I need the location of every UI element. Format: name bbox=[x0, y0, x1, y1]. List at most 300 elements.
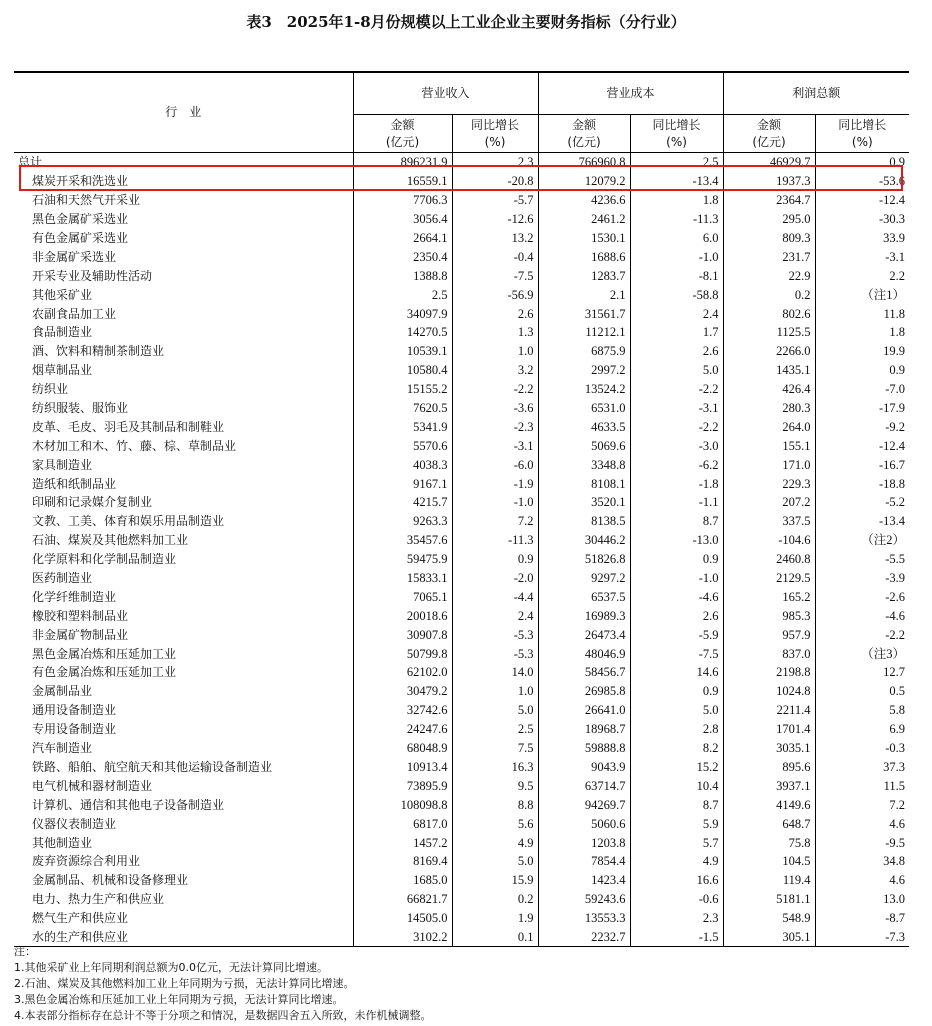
table-row bbox=[14, 569, 909, 588]
cost-growth: -3.1 bbox=[630, 399, 723, 418]
profit-growth: -53.6 bbox=[815, 172, 909, 191]
cost-amount: 13524.2 bbox=[538, 380, 630, 399]
table-row bbox=[14, 531, 909, 550]
industry-name: 家具制造业 bbox=[32, 457, 93, 472]
note-item: 4.本表部分指标存在总计不等于分项之和情况，是数据四舍五入所致，未作机械调整。 bbox=[14, 1009, 432, 1022]
profit-growth: -3.1 bbox=[815, 247, 909, 266]
cost-growth: -1.8 bbox=[630, 474, 723, 493]
revenue-growth: 9.5 bbox=[452, 776, 538, 795]
profit-growth: （注3） bbox=[815, 644, 909, 663]
cost-amount: 5069.6 bbox=[538, 436, 630, 455]
cost-amount: 1530.1 bbox=[538, 229, 630, 248]
revenue-amount: 1457.2 bbox=[353, 833, 452, 852]
industry-name: 黑色金属矿采选业 bbox=[32, 212, 129, 227]
cost-amount: 7854.4 bbox=[538, 852, 630, 871]
note-item: 3.黑色金属冶炼和压延加工业上年同期为亏损，无法计算同比增速。 bbox=[14, 993, 344, 1006]
page-title: 表3 2025年1-8月份规模以上工业企业主要财务指标（分行业） bbox=[246, 13, 686, 31]
profit-growth: -0.3 bbox=[815, 739, 909, 758]
cost-growth: -5.9 bbox=[630, 625, 723, 644]
table-row bbox=[14, 172, 909, 191]
table-row bbox=[14, 361, 909, 380]
cost-amount: 2.1 bbox=[538, 285, 630, 304]
revenue-amount: 68048.9 bbox=[353, 739, 452, 758]
revenue-amount: 10539.1 bbox=[353, 342, 452, 361]
profit-growth: -12.4 bbox=[815, 191, 909, 210]
industry-name: 纺织业 bbox=[32, 382, 69, 397]
profit-amount: 231.7 bbox=[723, 247, 815, 266]
cost-amount: 6537.5 bbox=[538, 587, 630, 606]
revenue-growth: 2.5 bbox=[452, 720, 538, 739]
financial-indicators-table bbox=[14, 71, 909, 947]
note-item: 2.石油、煤炭及其他燃料加工业上年同期为亏损，无法计算同比增速。 bbox=[14, 977, 355, 990]
table-row bbox=[14, 795, 909, 814]
cost-amount: 94269.7 bbox=[538, 795, 630, 814]
cost-amount: 59888.8 bbox=[538, 739, 630, 758]
revenue-amount: 62102.0 bbox=[353, 663, 452, 682]
revenue-amount: 5570.6 bbox=[353, 436, 452, 455]
industry-name: 其他采矿业 bbox=[32, 287, 93, 302]
cost-growth: -1.0 bbox=[630, 569, 723, 588]
revenue-amount: 2350.4 bbox=[353, 247, 452, 266]
table-row bbox=[14, 417, 909, 436]
industry-name: 印刷和记录媒介复制业 bbox=[32, 495, 153, 510]
profit-growth: -3.9 bbox=[815, 569, 909, 588]
profit-amount: 802.6 bbox=[723, 304, 815, 323]
revenue-amount: 16559.1 bbox=[353, 172, 452, 191]
cost-amount: 11212.1 bbox=[538, 323, 630, 342]
table-row bbox=[14, 814, 909, 833]
revenue-growth: -2.0 bbox=[452, 569, 538, 588]
cost-growth: -3.0 bbox=[630, 436, 723, 455]
profit-growth: 13.0 bbox=[815, 890, 909, 909]
industry-name: 化学原料和化学制品制造业 bbox=[32, 552, 177, 567]
revenue-growth: -12.6 bbox=[452, 210, 538, 229]
revenue-growth: -5.7 bbox=[452, 191, 538, 210]
profit-growth: 4.6 bbox=[815, 871, 909, 890]
profit-growth: 1.8 bbox=[815, 323, 909, 342]
revenue-amount: 108098.8 bbox=[353, 795, 452, 814]
revenue-growth: -3.6 bbox=[452, 399, 538, 418]
note-item: 1.其他采矿业上年同期利润总额为0.0亿元，无法计算同比增速。 bbox=[14, 961, 328, 974]
cost-growth: 0.9 bbox=[630, 682, 723, 701]
cost-growth: 2.6 bbox=[630, 606, 723, 625]
revenue-amount: 9167.1 bbox=[353, 474, 452, 493]
table-row bbox=[14, 852, 909, 871]
profit-amount: 1024.8 bbox=[723, 682, 815, 701]
revenue-growth: -11.3 bbox=[452, 531, 538, 550]
table-row bbox=[14, 701, 909, 720]
cost-amount: 9297.2 bbox=[538, 569, 630, 588]
cost-growth: -1.5 bbox=[630, 928, 723, 947]
revenue-amount: 6817.0 bbox=[353, 814, 452, 833]
revenue-growth: 16.3 bbox=[452, 758, 538, 777]
cost-growth: -4.6 bbox=[630, 587, 723, 606]
table-row bbox=[14, 285, 909, 304]
profit-amount: 155.1 bbox=[723, 436, 815, 455]
profit-growth: 0.9 bbox=[815, 361, 909, 380]
table-row bbox=[14, 474, 909, 493]
cost-amount: 16989.3 bbox=[538, 606, 630, 625]
cost-amount: 8138.5 bbox=[538, 512, 630, 531]
footnotes bbox=[14, 944, 914, 1024]
profit-growth: 34.8 bbox=[815, 852, 909, 871]
revenue-growth: 14.0 bbox=[452, 663, 538, 682]
cost-growth: -2.2 bbox=[630, 417, 723, 436]
profit-growth: 0.9 bbox=[815, 153, 909, 172]
revenue-growth: 2.3 bbox=[452, 153, 538, 172]
revenue-amount: 50799.8 bbox=[353, 644, 452, 663]
profit-amount: 264.0 bbox=[723, 417, 815, 436]
cost-amount: 26473.4 bbox=[538, 625, 630, 644]
cost-amount: 59243.6 bbox=[538, 890, 630, 909]
cost-growth: 6.0 bbox=[630, 229, 723, 248]
revenue-growth: -3.1 bbox=[452, 436, 538, 455]
table-row bbox=[14, 380, 909, 399]
industry-name: 仪器仪表制造业 bbox=[32, 816, 117, 831]
profit-growth: -12.4 bbox=[815, 436, 909, 455]
table-row bbox=[14, 247, 909, 266]
header-industry: 行 业 bbox=[14, 72, 353, 153]
profit-amount: 895.6 bbox=[723, 758, 815, 777]
industry-name: 化学纤维制造业 bbox=[32, 589, 117, 604]
profit-amount: 119.4 bbox=[723, 871, 815, 890]
profit-amount: 985.3 bbox=[723, 606, 815, 625]
cost-amount: 58456.7 bbox=[538, 663, 630, 682]
table-row bbox=[14, 399, 909, 418]
cost-amount: 4236.6 bbox=[538, 191, 630, 210]
industry-name: 食品制造业 bbox=[32, 325, 93, 340]
cost-amount: 30446.2 bbox=[538, 531, 630, 550]
revenue-amount: 4038.3 bbox=[353, 455, 452, 474]
table-row bbox=[14, 493, 909, 512]
profit-amount: -104.6 bbox=[723, 531, 815, 550]
industry-name: 总计 bbox=[18, 155, 43, 170]
profit-growth: -7.3 bbox=[815, 928, 909, 947]
profit-amount: 104.5 bbox=[723, 852, 815, 871]
cost-amount: 2997.2 bbox=[538, 361, 630, 380]
industry-name: 非金属矿物制品业 bbox=[32, 627, 129, 642]
table-row bbox=[14, 871, 909, 890]
profit-growth: -7.0 bbox=[815, 380, 909, 399]
header-cost-amount: 金额 (亿元) bbox=[538, 115, 630, 153]
table-row bbox=[14, 720, 909, 739]
table-row bbox=[14, 550, 909, 569]
industry-name: 废弃资源综合利用业 bbox=[32, 854, 141, 869]
revenue-growth: -56.9 bbox=[452, 285, 538, 304]
revenue-amount: 8169.4 bbox=[353, 852, 452, 871]
profit-growth: （注1） bbox=[815, 285, 909, 304]
revenue-amount: 5341.9 bbox=[353, 417, 452, 436]
revenue-amount: 7065.1 bbox=[353, 587, 452, 606]
profit-amount: 46929.7 bbox=[723, 153, 815, 172]
revenue-amount: 73895.9 bbox=[353, 776, 452, 795]
industry-name: 石油和天然气开采业 bbox=[32, 193, 141, 208]
profit-growth: -13.4 bbox=[815, 512, 909, 531]
table-row bbox=[14, 663, 909, 682]
cost-amount: 766960.8 bbox=[538, 153, 630, 172]
industry-name: 造纸和纸制品业 bbox=[32, 476, 117, 491]
industry-name: 电力、热力生产和供应业 bbox=[32, 892, 165, 907]
total-row bbox=[14, 153, 909, 172]
cost-amount: 48046.9 bbox=[538, 644, 630, 663]
revenue-growth: -2.2 bbox=[452, 380, 538, 399]
cost-growth: -11.3 bbox=[630, 210, 723, 229]
table-row bbox=[14, 342, 909, 361]
profit-growth: 6.9 bbox=[815, 720, 909, 739]
revenue-growth: 7.2 bbox=[452, 512, 538, 531]
table-row bbox=[14, 776, 909, 795]
profit-amount: 548.9 bbox=[723, 909, 815, 928]
profit-amount: 2198.8 bbox=[723, 663, 815, 682]
profit-amount: 648.7 bbox=[723, 814, 815, 833]
cost-growth: 8.7 bbox=[630, 795, 723, 814]
table-row bbox=[14, 625, 909, 644]
industry-name: 皮革、毛皮、羽毛及其制品和制鞋业 bbox=[32, 419, 225, 434]
profit-amount: 3035.1 bbox=[723, 739, 815, 758]
revenue-amount: 14270.5 bbox=[353, 323, 452, 342]
profit-amount: 4149.6 bbox=[723, 795, 815, 814]
cost-growth: -7.5 bbox=[630, 644, 723, 663]
revenue-amount: 30907.8 bbox=[353, 625, 452, 644]
cost-growth: 5.7 bbox=[630, 833, 723, 852]
cost-amount: 51826.8 bbox=[538, 550, 630, 569]
revenue-amount: 14505.0 bbox=[353, 909, 452, 928]
profit-growth: 4.6 bbox=[815, 814, 909, 833]
profit-amount: 1937.3 bbox=[723, 172, 815, 191]
cost-growth: 1.8 bbox=[630, 191, 723, 210]
cost-growth: 2.5 bbox=[630, 153, 723, 172]
cost-amount: 6875.9 bbox=[538, 342, 630, 361]
cost-amount: 1688.6 bbox=[538, 247, 630, 266]
revenue-growth: 15.9 bbox=[452, 871, 538, 890]
table-row bbox=[14, 191, 909, 210]
cost-growth: -0.6 bbox=[630, 890, 723, 909]
table-row bbox=[14, 682, 909, 701]
cost-amount: 4633.5 bbox=[538, 417, 630, 436]
industry-name: 其他制造业 bbox=[32, 835, 93, 850]
cost-growth: 5.0 bbox=[630, 361, 723, 380]
profit-growth: -9.5 bbox=[815, 833, 909, 852]
cost-growth: 0.9 bbox=[630, 550, 723, 569]
profit-amount: 2460.8 bbox=[723, 550, 815, 569]
revenue-amount: 15833.1 bbox=[353, 569, 452, 588]
cost-amount: 63714.7 bbox=[538, 776, 630, 795]
profit-growth: -9.2 bbox=[815, 417, 909, 436]
profit-amount: 171.0 bbox=[723, 455, 815, 474]
industry-name: 酒、饮料和精制茶制造业 bbox=[32, 344, 165, 359]
cost-growth: 2.4 bbox=[630, 304, 723, 323]
cost-growth: 5.0 bbox=[630, 701, 723, 720]
profit-amount: 426.4 bbox=[723, 380, 815, 399]
profit-growth: 11.8 bbox=[815, 304, 909, 323]
profit-growth: 5.8 bbox=[815, 701, 909, 720]
revenue-growth: 5.6 bbox=[452, 814, 538, 833]
profit-growth: -8.7 bbox=[815, 909, 909, 928]
profit-growth: 19.9 bbox=[815, 342, 909, 361]
revenue-amount: 2.5 bbox=[353, 285, 452, 304]
revenue-growth: -6.0 bbox=[452, 455, 538, 474]
industry-name: 燃气生产和供应业 bbox=[32, 911, 129, 926]
profit-amount: 22.9 bbox=[723, 266, 815, 285]
profit-amount: 3937.1 bbox=[723, 776, 815, 795]
profit-amount: 2211.4 bbox=[723, 701, 815, 720]
industry-name: 金属制品业 bbox=[32, 684, 93, 699]
profit-amount: 207.2 bbox=[723, 493, 815, 512]
cost-amount: 8108.1 bbox=[538, 474, 630, 493]
industry-name: 铁路、船舶、航空航天和其他运输设备制造业 bbox=[32, 759, 273, 774]
revenue-growth: 1.9 bbox=[452, 909, 538, 928]
cost-growth: 2.6 bbox=[630, 342, 723, 361]
table-row bbox=[14, 606, 909, 625]
revenue-growth: -20.8 bbox=[452, 172, 538, 191]
header-revenue-amount: 金额 (亿元) bbox=[353, 115, 452, 153]
header-cost-growth: 同比增长 (%) bbox=[630, 115, 723, 153]
table-row bbox=[14, 833, 909, 852]
profit-growth: 37.3 bbox=[815, 758, 909, 777]
revenue-growth: 4.9 bbox=[452, 833, 538, 852]
cost-growth: -2.2 bbox=[630, 380, 723, 399]
profit-growth: -30.3 bbox=[815, 210, 909, 229]
revenue-amount: 2664.1 bbox=[353, 229, 452, 248]
revenue-growth: 0.1 bbox=[452, 928, 538, 947]
revenue-amount: 20018.6 bbox=[353, 606, 452, 625]
cost-growth: 1.7 bbox=[630, 323, 723, 342]
cost-amount: 3348.8 bbox=[538, 455, 630, 474]
revenue-amount: 66821.7 bbox=[353, 890, 452, 909]
header-profit: 利润总额 bbox=[723, 72, 909, 115]
profit-growth: 33.9 bbox=[815, 229, 909, 248]
cost-amount: 13553.3 bbox=[538, 909, 630, 928]
cost-growth: 10.4 bbox=[630, 776, 723, 795]
industry-name: 医药制造业 bbox=[32, 571, 93, 586]
profit-growth: （注2） bbox=[815, 531, 909, 550]
revenue-amount: 10913.4 bbox=[353, 758, 452, 777]
profit-growth: -5.2 bbox=[815, 493, 909, 512]
revenue-growth: -0.4 bbox=[452, 247, 538, 266]
header-cost: 营业成本 bbox=[538, 72, 723, 115]
revenue-growth: -4.4 bbox=[452, 587, 538, 606]
revenue-growth: 13.2 bbox=[452, 229, 538, 248]
cost-amount: 26985.8 bbox=[538, 682, 630, 701]
cost-growth: 8.7 bbox=[630, 512, 723, 531]
profit-growth: -2.6 bbox=[815, 587, 909, 606]
industry-name: 有色金属矿采选业 bbox=[32, 231, 129, 245]
cost-amount: 31561.7 bbox=[538, 304, 630, 323]
revenue-growth: 1.0 bbox=[452, 342, 538, 361]
industry-name: 纺织服装、服饰业 bbox=[32, 401, 129, 416]
profit-growth: 11.5 bbox=[815, 776, 909, 795]
profit-amount: 957.9 bbox=[723, 625, 815, 644]
cost-growth: 4.9 bbox=[630, 852, 723, 871]
industry-name: 通用设备制造业 bbox=[32, 703, 117, 718]
table-row bbox=[14, 323, 909, 342]
profit-amount: 1125.5 bbox=[723, 323, 815, 342]
industry-name: 农副食品加工业 bbox=[32, 306, 117, 321]
revenue-growth: 2.6 bbox=[452, 304, 538, 323]
profit-growth: -16.7 bbox=[815, 455, 909, 474]
cost-amount: 1203.8 bbox=[538, 833, 630, 852]
revenue-amount: 3102.2 bbox=[353, 928, 452, 947]
cost-growth: 8.2 bbox=[630, 739, 723, 758]
profit-amount: 165.2 bbox=[723, 587, 815, 606]
profit-amount: 0.2 bbox=[723, 285, 815, 304]
cost-growth: 2.3 bbox=[630, 909, 723, 928]
cost-amount: 12079.2 bbox=[538, 172, 630, 191]
industry-name: 橡胶和塑料制品业 bbox=[32, 608, 129, 623]
industry-name: 专用设备制造业 bbox=[32, 722, 117, 737]
revenue-amount: 15155.2 bbox=[353, 380, 452, 399]
profit-growth: 12.7 bbox=[815, 663, 909, 682]
industry-name: 汽车制造业 bbox=[32, 741, 93, 756]
revenue-growth: -5.3 bbox=[452, 644, 538, 663]
revenue-amount: 59475.9 bbox=[353, 550, 452, 569]
cost-growth: 2.8 bbox=[630, 720, 723, 739]
header-revenue-growth: 同比增长 (%) bbox=[452, 115, 538, 153]
cost-amount: 18968.7 bbox=[538, 720, 630, 739]
profit-amount: 75.8 bbox=[723, 833, 815, 852]
cost-amount: 3520.1 bbox=[538, 493, 630, 512]
cost-growth: -13.4 bbox=[630, 172, 723, 191]
revenue-growth: -5.3 bbox=[452, 625, 538, 644]
header-revenue: 营业收入 bbox=[353, 72, 538, 115]
cost-amount: 5060.6 bbox=[538, 814, 630, 833]
revenue-growth: -1.9 bbox=[452, 474, 538, 493]
revenue-growth: 5.0 bbox=[452, 701, 538, 720]
cost-growth: 15.2 bbox=[630, 758, 723, 777]
profit-growth: 7.2 bbox=[815, 795, 909, 814]
cost-amount: 6531.0 bbox=[538, 399, 630, 418]
table-row bbox=[14, 587, 909, 606]
industry-name: 有色金属冶炼和压延加工业 bbox=[32, 665, 177, 680]
profit-growth: 2.2 bbox=[815, 266, 909, 285]
profit-growth: -18.8 bbox=[815, 474, 909, 493]
cost-amount: 9043.9 bbox=[538, 758, 630, 777]
revenue-amount: 32742.6 bbox=[353, 701, 452, 720]
table-row bbox=[14, 758, 909, 777]
cost-amount: 1423.4 bbox=[538, 871, 630, 890]
table-row bbox=[14, 909, 909, 928]
revenue-growth: 0.2 bbox=[452, 890, 538, 909]
industry-name: 烟草制品业 bbox=[32, 363, 93, 378]
table-row bbox=[14, 304, 909, 323]
industry-name: 水的生产和供应业 bbox=[14, 928, 353, 947]
revenue-amount: 7620.5 bbox=[353, 399, 452, 418]
notes-heading: 注： bbox=[14, 945, 36, 958]
revenue-amount: 1685.0 bbox=[353, 871, 452, 890]
industry-name: 金属制品、机械和设备修理业 bbox=[32, 873, 189, 888]
revenue-growth: 2.4 bbox=[452, 606, 538, 625]
profit-amount: 1435.1 bbox=[723, 361, 815, 380]
table-row bbox=[14, 890, 909, 909]
cost-growth: -58.8 bbox=[630, 285, 723, 304]
table-row bbox=[14, 266, 909, 285]
cost-growth: -1.1 bbox=[630, 493, 723, 512]
profit-amount: 809.3 bbox=[723, 229, 815, 248]
table-row bbox=[14, 455, 909, 474]
industry-name: 电气机械和器材制造业 bbox=[32, 778, 153, 793]
revenue-growth: -2.3 bbox=[452, 417, 538, 436]
industry-name: 非金属矿采选业 bbox=[32, 249, 117, 264]
cost-amount: 2232.7 bbox=[538, 928, 630, 947]
table-body bbox=[14, 153, 909, 947]
revenue-amount: 896231.9 bbox=[353, 153, 452, 172]
industry-name: 木材加工和木、竹、藤、棕、草制品业 bbox=[32, 438, 237, 453]
profit-amount: 305.1 bbox=[723, 928, 815, 947]
revenue-amount: 24247.6 bbox=[353, 720, 452, 739]
industry-name: 石油、煤炭及其他燃料加工业 bbox=[32, 533, 189, 548]
revenue-amount: 7706.3 bbox=[353, 191, 452, 210]
header-profit-growth: 同比增长 (%) bbox=[815, 115, 909, 153]
